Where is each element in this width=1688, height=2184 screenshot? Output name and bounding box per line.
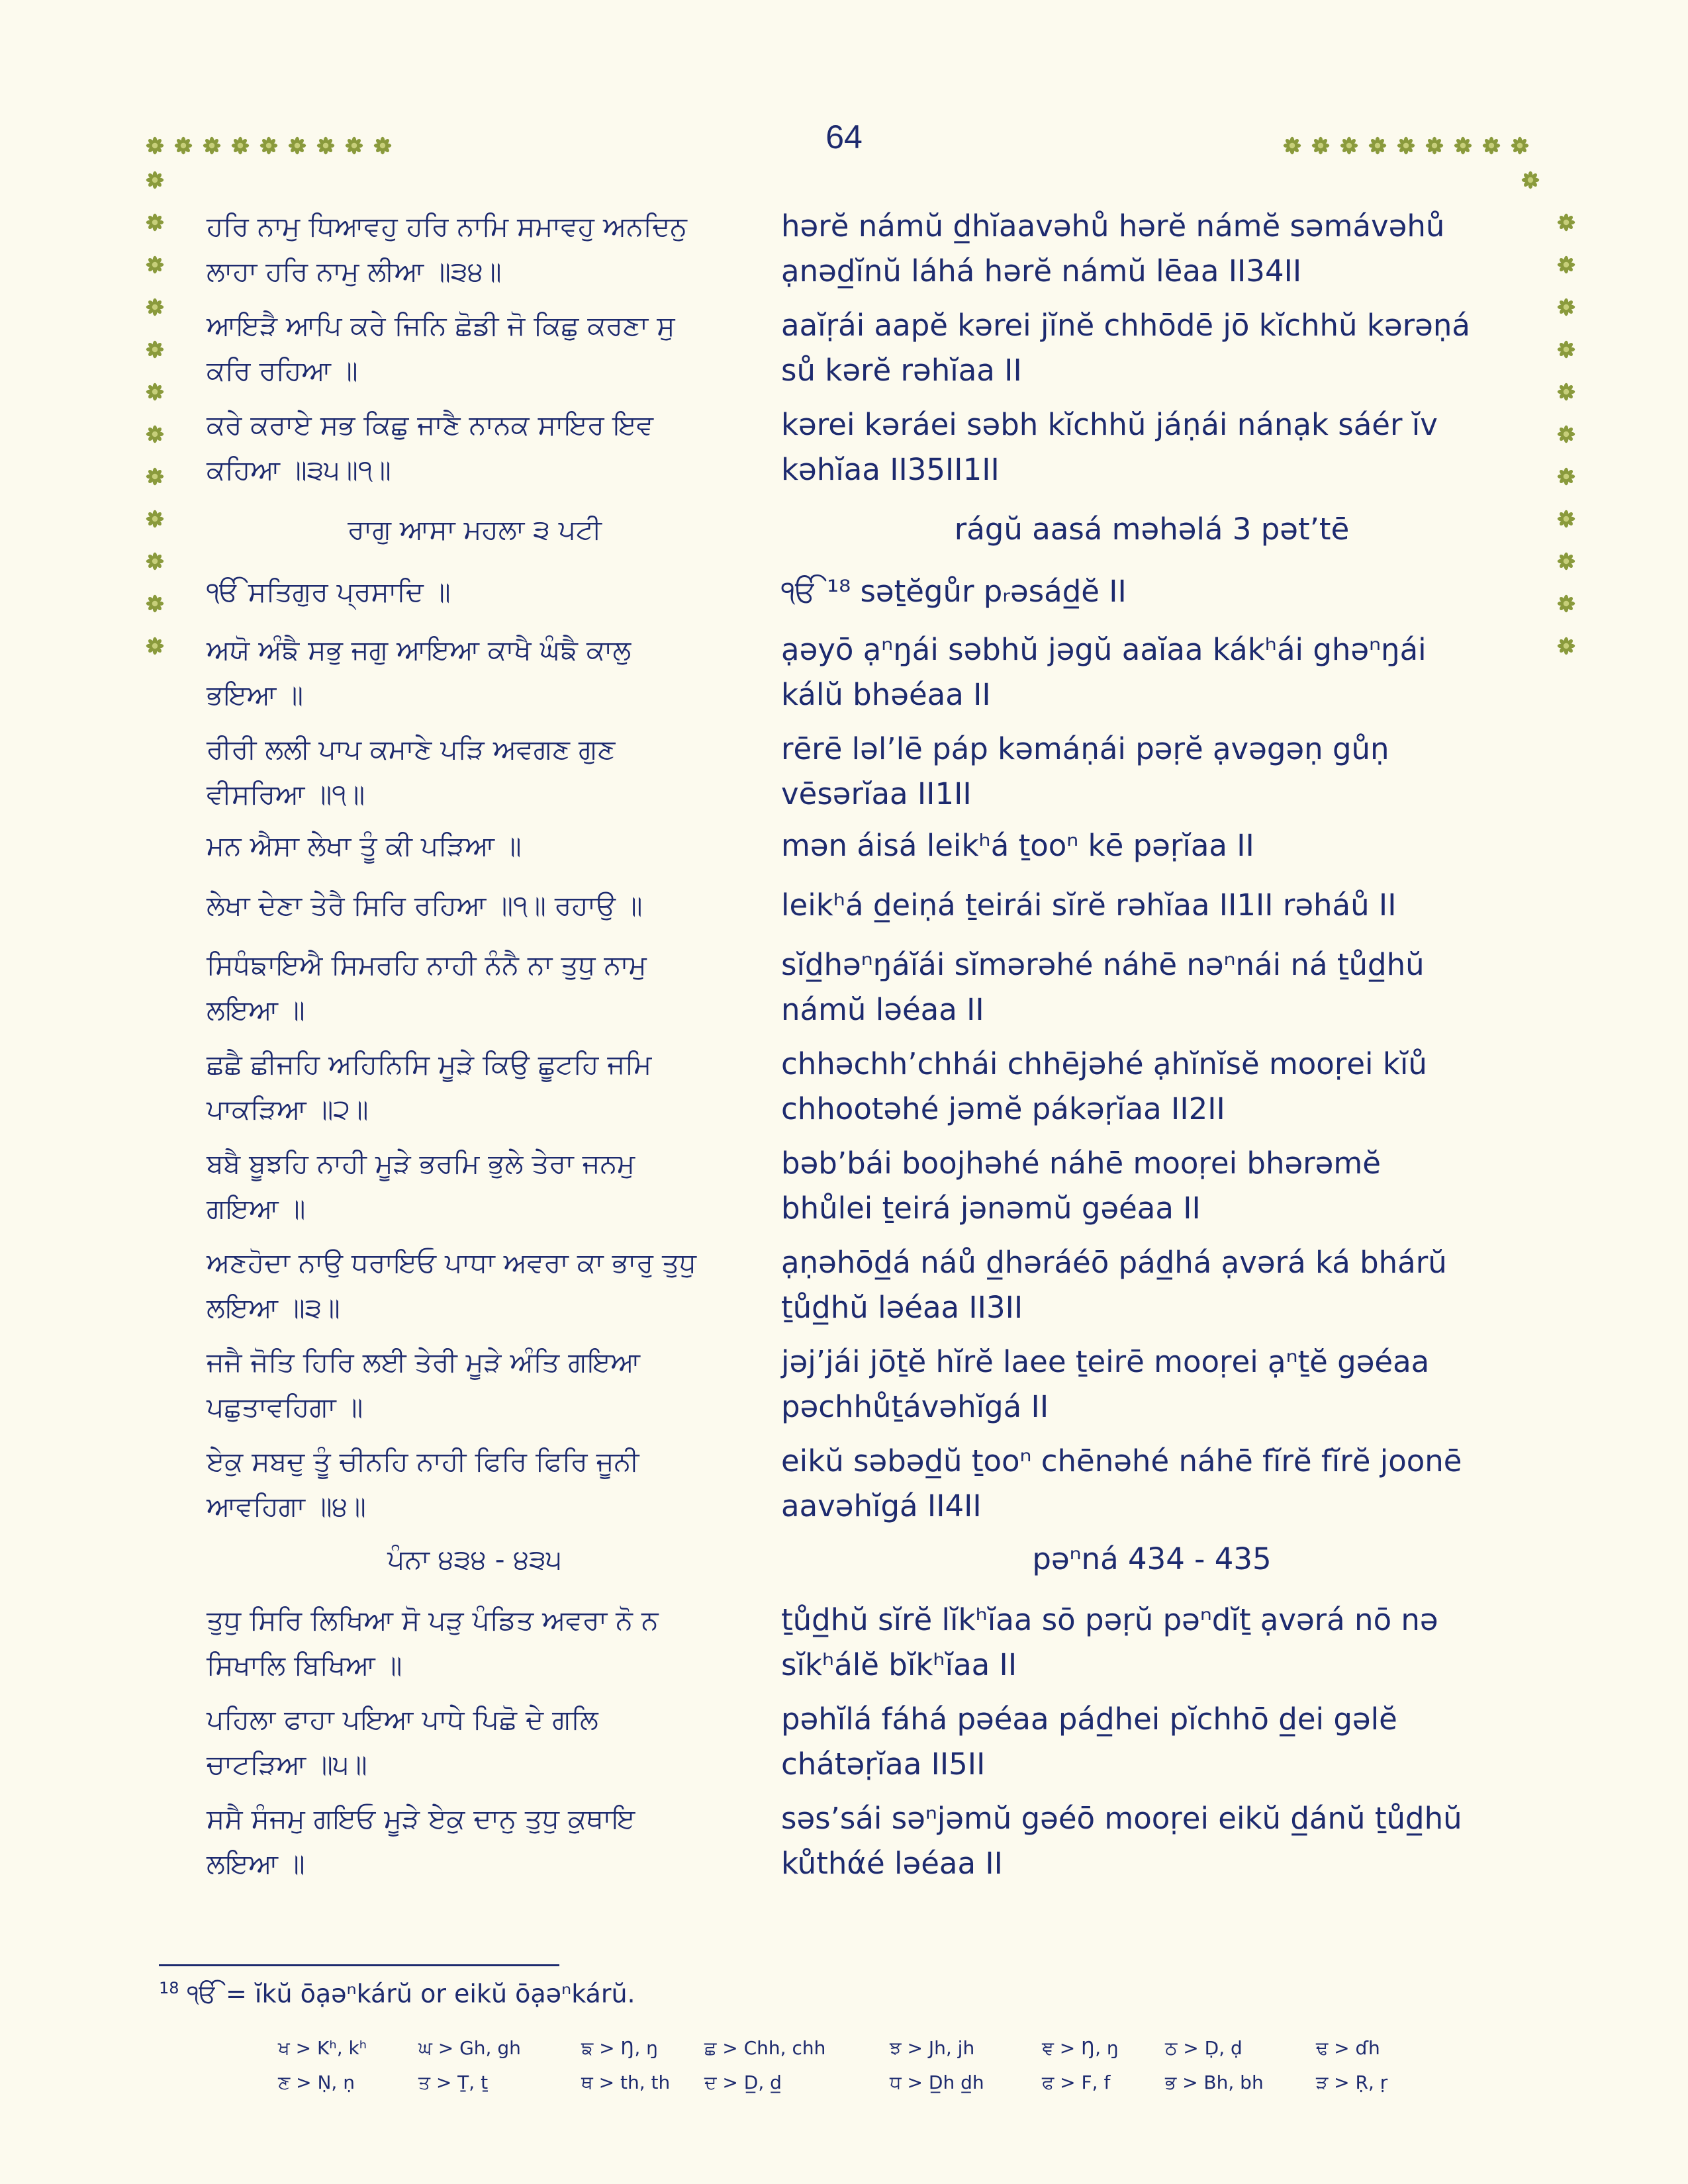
gurmukhi-line: ਕਰੇ ਕਰਾਏ ਸਭ ਕਿਛੁ ਜਾਣੈ ਨਾਨਕ ਸਾਇਰ ਇਵ (207, 409, 653, 441)
transliteration-text (781, 1697, 1397, 1787)
gurmukhi-text (207, 883, 643, 928)
gurmukhi-line: ਵੀਸਰਿਆ ॥੧॥ (207, 778, 365, 810)
page-number: 64 (825, 118, 863, 156)
gurmukhi-text (207, 942, 647, 1032)
gurmukhi-line: ਗਇਆ ॥ (207, 1193, 306, 1224)
transliteration-line: leikʰá d̲eiṇá ṯeirái sĭrĕ rəhĭaa II1II rəháů II (781, 887, 1397, 923)
transliteration-text (781, 507, 1523, 552)
green-flower-icon (1425, 136, 1444, 155)
legend-item: ਘ > Gh, gh (418, 2037, 521, 2059)
green-flower-icon (1557, 510, 1575, 528)
green-flower-icon (146, 383, 164, 401)
gurmukhi-line: ਲਾਹਾ ਹਰਿ ਨਾਮੁ ਲੀਆ ॥੩੪॥ (207, 255, 502, 287)
legend-item: ਧ > D̲h d̲h (890, 2071, 984, 2093)
gurmukhi-text (207, 1439, 639, 1529)
gurmukhi-line: ਏਕੁ ਸਬਦੁ ਤੂੰ ਚੀਨਹਿ ਨਾਹੀ ਫਿਰਿ ਫਿਰਿ ਜੂਨੀ (207, 1445, 639, 1477)
green-flower-icon (146, 255, 164, 274)
footnote-rule (159, 1964, 559, 1966)
green-flower-icon (146, 340, 164, 359)
gurmukhi-line: ਮਨ ਐਸਾ ਲੇਖਾ ਤੂੰ ਕੀ ਪੜਿਆ ॥ (207, 830, 522, 862)
legend-item: ਝ > Jh, jh (890, 2037, 975, 2059)
green-flower-icon (1454, 136, 1472, 155)
legend-item: ੜ > Ṛ, ṛ (1316, 2071, 1388, 2093)
legend-item: ਥ > th, th (581, 2071, 671, 2093)
green-flower-icon (1557, 467, 1575, 486)
transliteration-line: ੴ ¹⁸ səṯĕgůr pᵣəsád̲ĕ II (781, 574, 1127, 609)
transliteration-line: aaĭṛái aapĕ kərei jĭnĕ chhōdē jō kĭchhŭ kərəṇá (781, 308, 1470, 343)
transliteration-text (781, 1796, 1462, 1886)
green-flower-icon (146, 637, 164, 655)
gurmukhi-text (207, 1598, 659, 1688)
legend-item: ਠ > Ḍ, ḍ (1165, 2037, 1243, 2059)
transliteration-line: ṯůd̲hŭ ləéaa II3II (781, 1290, 1023, 1325)
gurmukhi-text (207, 402, 653, 492)
footnote (159, 1979, 635, 2009)
transliteration-text (781, 303, 1470, 393)
gurmukhi-line: ਅਣਹੋਦਾ ਨਾਉ ਧਰਾਇਓ ਪਾਧਾ ਅਵਰਾ ਕਾ ਭਾਰੁ ਤੁਧੁ (207, 1247, 697, 1279)
transliteration-line: pəⁿná 434 - 435 (1032, 1541, 1272, 1576)
green-flower-icon (146, 467, 164, 486)
transliteration-line: bəb’bái boojhəhé náhē mooṛei bhərəmĕ (781, 1146, 1381, 1181)
gurmukhi-line: ਸਿਖਾਲਿ ਬਿਖਿਆ ॥ (207, 1649, 402, 1681)
gurmukhi-line: ਲੇਖਾ ਦੇਣਾ ਤੇਰੈ ਸਿਰਿ ਰਹਿਆ ॥੧॥ ਰਹਾਉ ॥ (207, 889, 643, 921)
transliteration-line: rērē ləl’lē páp kəmáṇái pəṛĕ ạvəgəṇ gůṇ (781, 731, 1389, 766)
green-flower-icon (1557, 340, 1575, 359)
gurmukhi-line: ਛਛੈ ਛੀਜਹਿ ਅਹਿਨਿਸਿ ਮੂੜੇ ਕਿਉ ਛੂਟਹਿ ਜਮਿ (207, 1048, 652, 1080)
transliteration-line: kálŭ bhəéaa II (781, 677, 991, 712)
transliteration-text (781, 1340, 1429, 1430)
gurmukhi-text (207, 303, 675, 393)
green-flower-icon (146, 171, 164, 189)
green-flower-icon (1557, 552, 1575, 570)
legend-item: ਛ > Chh, chh (704, 2037, 826, 2059)
gurmukhi-line: ੴ ਸਤਿਗੁਰ ਪ੍ਰਸਾਦਿ ॥ (207, 576, 451, 608)
green-flower-icon (231, 136, 250, 155)
green-flower-icon (1557, 298, 1575, 316)
green-flower-icon (259, 136, 278, 155)
gurmukhi-line: ਅਯੋ ਅੰਙੈ ਸਭੁ ਜਗੁ ਆਇਆ ਕਾਖੈ ਘੰਙੈ ਕਾਲੁ (207, 634, 632, 666)
gurmukhi-line: ਸਿਧੰਙਾਇਐ ਸਿਮਰਹਿ ਨਾਹੀ ਨੰਨੈ ਨਾ ਤੁਧੁ ਨਾਮੁ (207, 949, 647, 981)
green-flower-icon (316, 136, 335, 155)
transliteration-text (781, 883, 1396, 928)
transliteration-line: bhůlei ṯeirá jənəmŭ gəéaa II (781, 1191, 1201, 1226)
transliteration-text (781, 627, 1427, 717)
legend-item: ਖ > Kʰ, kʰ (278, 2037, 367, 2059)
transliteration-text (781, 402, 1438, 492)
green-flower-icon (1557, 383, 1575, 401)
gurmukhi-text (207, 1796, 635, 1886)
legend-item: ਢ > ɗh (1316, 2037, 1380, 2059)
transliteration-text (781, 1439, 1462, 1529)
gurmukhi-line: ਲਇਆ ॥੩॥ (207, 1292, 340, 1324)
transliteration-line: ạnəd̲ĭnŭ láhá hərĕ námŭ lēaa II34II (781, 253, 1302, 289)
green-flower-icon (1557, 213, 1575, 232)
transliteration-line: ạəyō ạⁿŋái səbhŭ jəgŭ aaĭaa kákʰái ghəⁿŋái (781, 632, 1427, 667)
transliteration-line: chátəṛĭaa II5II (781, 1747, 986, 1782)
transliteration-line: jəj’jái jōṯĕ hĭrĕ laee ṯeirē mooṛei ạⁿṯĕ gəéaa (781, 1344, 1430, 1379)
green-flower-icon (146, 425, 164, 443)
transliteration-text (781, 569, 1127, 614)
gurmukhi-line: ਪੰਨਾ ੪੩੪ - ੪੩੫ (387, 1543, 562, 1575)
green-flower-icon (1557, 594, 1575, 613)
gurmukhi-line: ਰਾਗੁ ਆਸਾ ਮਹਲਾ ੩ ਪਟੀ (348, 514, 602, 545)
gurmukhi-text (207, 1537, 743, 1582)
footnote-text: = ĭkŭ ōạəⁿkárŭ or eikŭ ōạəⁿkárŭ. (217, 1979, 635, 2009)
gurmukhi-line: ਚਾਟੜਿਆ ॥੫॥ (207, 1749, 367, 1780)
green-flower-icon (1511, 136, 1529, 155)
gurmukhi-line: ਲਇਆ ॥ (207, 1848, 305, 1880)
green-flower-icon (146, 298, 164, 316)
legend-item: ਤ > Ṯ, ṯ (418, 2071, 489, 2093)
transliteration-line: rágŭ aasá məhəlá 3 pət’tē (954, 512, 1350, 547)
green-flower-icon (1557, 637, 1575, 655)
transliteration-text (781, 1537, 1523, 1582)
gurmukhi-text (207, 1240, 696, 1330)
gurmukhi-text (207, 727, 615, 817)
transliteration-line: sĭkʰálĕ bĭkʰĭaa II (781, 1647, 1017, 1682)
green-flower-icon (1557, 425, 1575, 443)
transliteration-line: chhəchh’chhái chhējəhé ạhĭnĭsĕ mooṛei kĭů (781, 1046, 1427, 1081)
green-flower-icon (146, 552, 164, 570)
transliteration-line: pəhĭlá fáhá pəéaa pád̲hei pĭchhō d̲ei gəlĕ (781, 1702, 1397, 1737)
gurmukhi-text (207, 569, 451, 614)
transliteration-line: ṯůd̲hŭ sĭrĕ lĭkʰĭaa sō pəṛŭ pəⁿdĭṯ ạvərá nō nə (781, 1602, 1438, 1637)
transliteration-text (781, 204, 1444, 294)
gurmukhi-text (207, 823, 522, 868)
gurmukhi-line: ਕਰਿ ਰਹਿਆ ॥ (207, 355, 358, 387)
transliteration-line: eikŭ səbəd̲ŭ ṯooⁿ chēnəhé náhē fĭrĕ fĭrĕ joonē (781, 1443, 1462, 1479)
legend-item: ਞ > Ŋ, ŋ (1042, 2037, 1119, 2059)
gurmukhi-line: ਭਇਆ ॥ (207, 679, 304, 711)
transliteration-text (781, 823, 1254, 868)
transliteration-text (781, 1042, 1427, 1132)
gurmukhi-line: ਪਹਿਲਾ ਫਾਹਾ ਪਇਆ ਪਾਧੇ ਪਿਛੋ ਦੇ ਗਲਿ (207, 1704, 598, 1735)
transliteration-line: ạṇəhōd̲á náů d̲həráéō pád̲há ạvərá ká bhárŭ (781, 1245, 1447, 1280)
transliteration-line: hərĕ námŭ d̲hĭaavəhů hərĕ námĕ səmávəhů (781, 208, 1445, 244)
legend-item: ਙ > Ŋ, ŋ (581, 2037, 658, 2059)
green-flower-icon (1311, 136, 1330, 155)
transliteration-line: səs’sái səⁿjəmŭ gəéō mooṛei eikŭ d̲ánŭ ṯůd̲hŭ (781, 1801, 1462, 1836)
transliteration-line: námŭ ləéaa II (781, 992, 984, 1027)
gurmukhi-line: ਪਛੁਤਾਵਹਿਗਾ ॥ (207, 1391, 363, 1423)
gurmukhi-text (207, 1141, 635, 1231)
gurmukhi-text (207, 1697, 598, 1787)
green-flower-icon (373, 136, 392, 155)
green-flower-icon (345, 136, 363, 155)
gurmukhi-line: ਸਸੈ ਸੰਜਮੁ ਗਇਓ ਮੂੜੇ ਏਕੁ ਦਾਨੁ ਤੁਧੁ ਕੁਥਾਇ (207, 1803, 635, 1835)
green-flower-icon (1368, 136, 1387, 155)
gurmukhi-text (207, 627, 631, 717)
gurmukhi-line: ਪਾਕੜਿਆ ॥੨॥ (207, 1093, 369, 1125)
gurmukhi-line: ਆਵਹਿਗਾ ॥੪॥ (207, 1490, 366, 1522)
green-flower-icon (203, 136, 221, 155)
green-flower-icon (1340, 136, 1358, 155)
gurmukhi-line: ਤੁਧੁ ਸਿਰਿ ਲਿਖਿਆ ਸੋ ਪੜੁ ਪੰਡਿਤ ਅਵਰਾ ਨੋ ਨ (207, 1604, 659, 1636)
green-flower-icon (1557, 255, 1575, 274)
gurmukhi-text (207, 1340, 640, 1430)
green-flower-icon (146, 213, 164, 232)
gurmukhi-line: ਕਹਿਆ ॥੩੫॥੧॥ (207, 454, 391, 486)
green-flower-icon (146, 594, 164, 613)
gurmukhi-line: ਹਰਿ ਨਾਮੁ ਧਿਆਵਹੁ ਹਰਿ ਨਾਮਿ ਸਮਾਵਹੁ ਅਨਦਿਨੁ (207, 210, 687, 242)
transliteration-line: kəhĭaa II35II1II (781, 452, 1000, 487)
gurmukhi-line: ਰੀਰੀ ਲਲੀ ਪਾਪ ਕਮਾਣੇ ਪੜਿ ਅਵਗਣ ਗੁਣ (207, 733, 616, 765)
legend-item: ਦ > D̲, d̲ (704, 2071, 782, 2093)
transliteration-line: vēsərĭaa II1II (781, 776, 972, 811)
footnote-symbol: ੴ (187, 1979, 218, 2009)
legend-item: ਭ > Bh, bh (1165, 2071, 1264, 2093)
transliteration-line: pəchhůṯávəhĭgá II (781, 1389, 1049, 1424)
transliteration-line: kərei kəráei səbh kĭchhŭ jáṇái nánạk sáér ĭv (781, 407, 1438, 442)
transliteration-text (781, 942, 1425, 1032)
legend-item: ਫ > F, f (1042, 2071, 1111, 2093)
transliteration-line: kůthάé ləéaa II (781, 1846, 1003, 1881)
gurmukhi-text (207, 1042, 651, 1132)
gurmukhi-text (207, 204, 687, 294)
green-flower-icon (1482, 136, 1501, 155)
transliteration-line: sĭd̲həⁿŋáĭái sĭmərəhé náhē nəⁿnái ná ṯůd̲hŭ (781, 947, 1425, 982)
green-flower-icon (1397, 136, 1415, 155)
gurmukhi-line: ਬਬੈ ਬੂਝਹਿ ਨਾਹੀ ਮੂੜੇ ਭਰਮਿ ਭੁਲੇ ਤੇਰਾ ਜਨਮੁ (207, 1148, 635, 1179)
green-flower-icon (146, 136, 164, 155)
gurmukhi-line: ਜਜੈ ਜੋਤਿ ਹਿਰਿ ਲਈ ਤੇਰੀ ਮੂੜੇ ਅੰਤਿ ਗਇਆ (207, 1346, 640, 1378)
footnote-mark: 18 (159, 1979, 179, 1997)
green-flower-icon (1521, 171, 1540, 189)
transliteration-text (781, 1240, 1447, 1330)
green-flower-icon (1283, 136, 1301, 155)
green-flower-icon (146, 510, 164, 528)
transliteration-text (781, 1598, 1438, 1688)
transliteration-line: aavəhĭgá II4II (781, 1488, 982, 1524)
green-flower-icon (174, 136, 193, 155)
gurmukhi-text (207, 507, 743, 552)
transliteration-line: mən áisá leikʰá ṯooⁿ kē pəṛĭaa II (781, 828, 1254, 863)
gurmukhi-line: ਆਇੜੈ ਆਪਿ ਕਰੇ ਜਿਨਿ ਛੋਡੀ ਜੋ ਕਿਛੁ ਕਰਣਾ ਸੁ (207, 310, 675, 341)
transliteration-text (781, 727, 1389, 817)
transliteration-line: chhootəhé jəmĕ pákəṛĭaa II2II (781, 1091, 1225, 1126)
transliteration-line: sů kərĕ rəhĭaa II (781, 353, 1022, 388)
gurmukhi-line: ਲਇਆ ॥ (207, 994, 305, 1026)
legend-item: ਣ > Ṇ, ṇ (278, 2071, 355, 2093)
green-flower-icon (288, 136, 306, 155)
transliteration-text (781, 1141, 1381, 1231)
